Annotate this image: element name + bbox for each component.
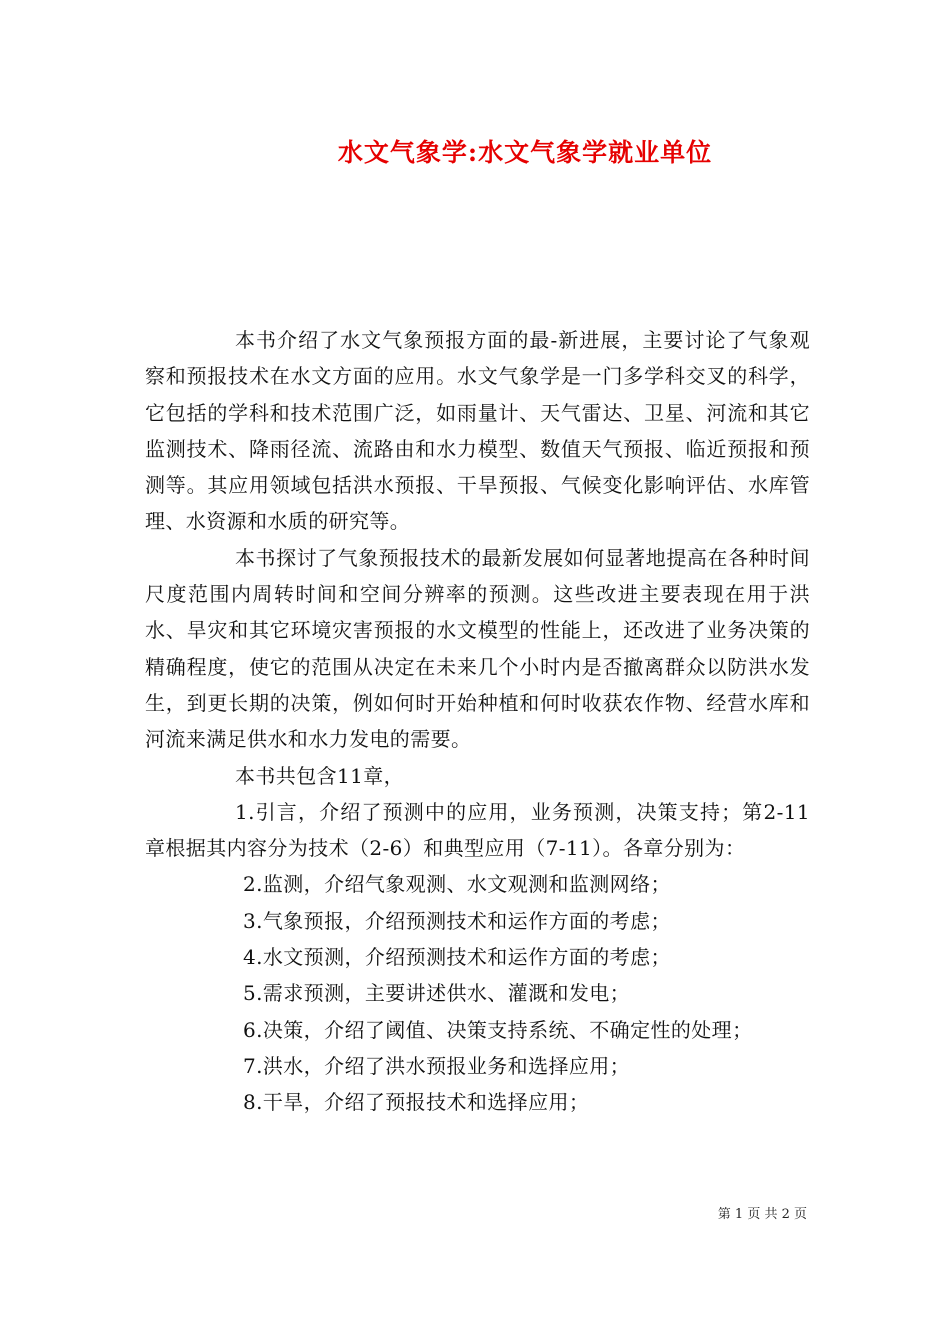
paragraph-intro: 本书介绍了水文气象预报方面的最-新进展，主要讨论了气象观察和预报技术在水文方面的应用。水文气象学是一门多学科交叉的科学，它包括的学科和技术范围广泛，如雨量计、天气雷达、卫星、河流和其它监测技术、降雨径流、流路由和水力模型、数值天气预报、临近预报和预测等。其应用领域包括洪水预报、干旱预报、气候变化影响评估、水库管理、水资源和水质的研究等。: [145, 328, 810, 534]
document-body: [145, 322, 810, 1121]
chapter-item: 6.决策，介绍了阈值、决策支持系统、不确定性的处理；: [243, 1017, 753, 1042]
document-title: 水文气象学:水文气象学就业单位: [337, 138, 713, 167]
chapter-item: 4.水文预测，介绍预测技术和运作方面的考虑；: [243, 945, 671, 970]
paragraph-chapter-one: 1.引言，介绍了预测中的应用，业务预测，决策支持；第2-11章根据其内容分为技术（2-6）和典型应用（7-11）。各章分别为：: [145, 799, 810, 861]
chapter-item: 7.洪水，介绍了洪水预报业务和选择应用；: [243, 1053, 631, 1078]
chapter-item: 3.气象预报，介绍预测技术和运作方面的考虑；: [243, 908, 671, 933]
paragraph-chapter-count: 本书共包含11章，: [235, 763, 405, 788]
chapter-item: 5.需求预测，主要讲述供水、灌溉和发电；: [243, 981, 631, 1006]
paragraph-advances: 本书探讨了气象预报技术的最新发展如何显著地提高在各种时间尺度范围内周转时间和空间分辨率的预测。这些改进主要表现在用于洪水、旱灾和其它环境灾害预报的水文模型的性能上，还改进了业务决策的精确程度，使它的范围从决定在未来几个小时内是否撤离群众以防洪水发生，到更长期的决策，例如何时开始种植和何时收获农作物、经营水库和河流来满足供水和水力发电的需要。: [145, 545, 810, 752]
chapter-item: 2.监测，介绍气象观测、水文观测和监测网络；: [243, 872, 671, 897]
page-number-footer: 第 1 页 共 2 页: [717, 1207, 807, 1222]
chapter-item: 8.干旱，介绍了预报技术和选择应用；: [243, 1090, 590, 1115]
